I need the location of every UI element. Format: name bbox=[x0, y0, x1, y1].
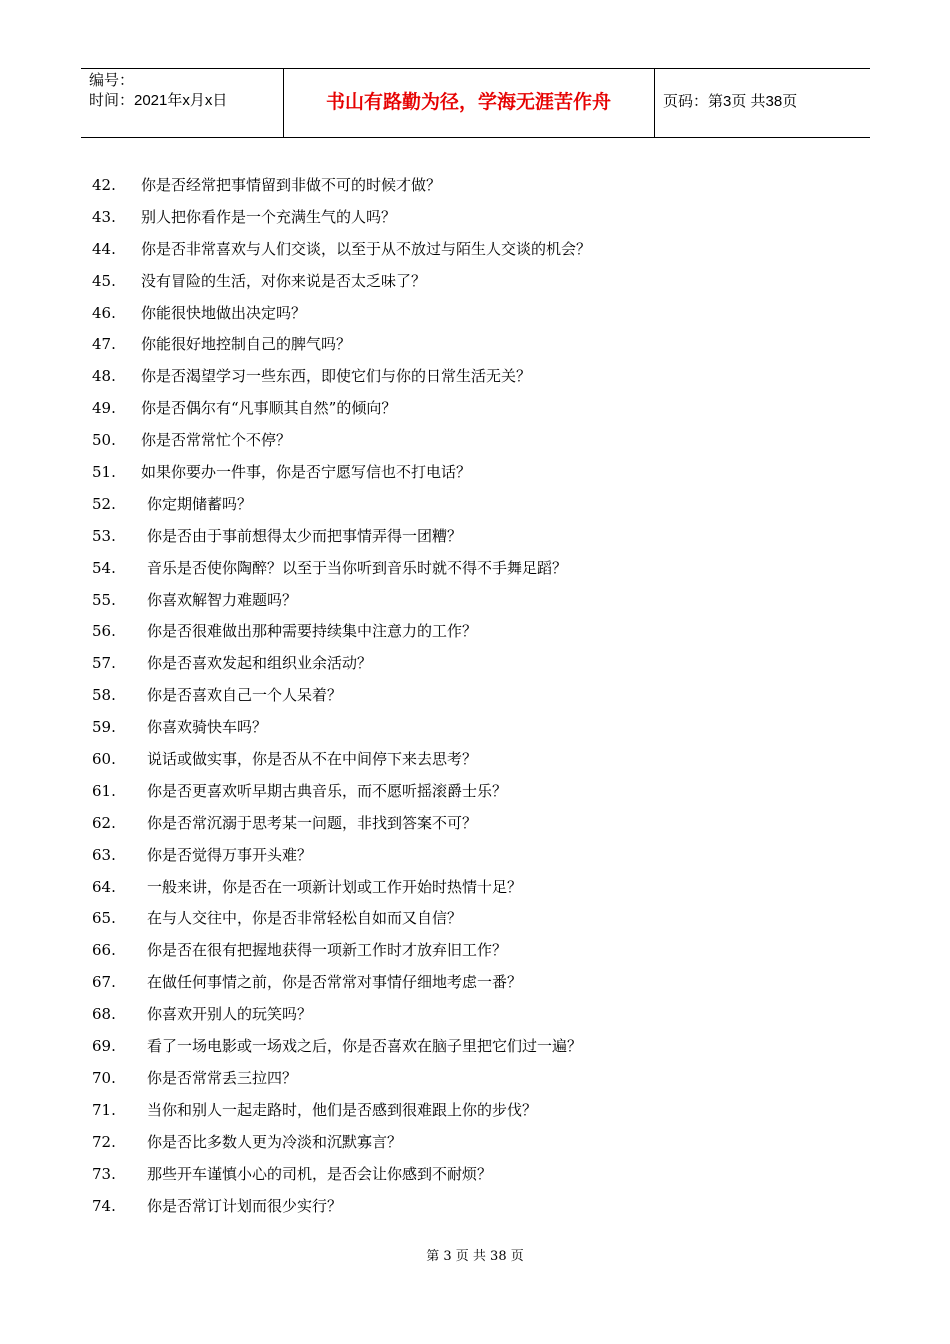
question-item bbox=[92, 585, 872, 617]
question-item bbox=[92, 1095, 872, 1127]
question-text: 你喜欢骑快车吗？ bbox=[147, 718, 268, 737]
question-item bbox=[92, 1191, 872, 1223]
question-number: 69. bbox=[92, 1037, 116, 1056]
question-text: 在与人交往中，你是否非常轻松自如而又自信？ bbox=[147, 909, 463, 928]
question-number: 62. bbox=[92, 813, 116, 832]
question-item bbox=[92, 425, 872, 457]
question-item bbox=[92, 840, 872, 872]
question-item bbox=[92, 234, 872, 266]
question-number: 51. bbox=[92, 463, 116, 482]
question-text: 一般来讲，你是否在一项新计划或工作开始时热情十足？ bbox=[147, 877, 523, 896]
question-number: 65. bbox=[92, 909, 116, 928]
question-number: 66. bbox=[92, 941, 116, 960]
question-item bbox=[92, 712, 872, 744]
question-text: 你是否非常喜欢与人们交谈，以至于从不放过与陌生人交谈的机会？ bbox=[141, 239, 592, 258]
question-number: 55. bbox=[92, 590, 116, 609]
question-text: 你是否渴望学习一些东西，即使它们与你的日常生活无关？ bbox=[141, 367, 532, 386]
question-text: 当你和别人一起走路时，他们是否感到很难跟上你的步伐？ bbox=[147, 1100, 538, 1119]
question-number: 53. bbox=[92, 526, 116, 545]
question-text: 你能很快地做出决定吗？ bbox=[141, 303, 307, 322]
question-number: 61. bbox=[92, 781, 116, 800]
question-number: 44. bbox=[92, 239, 116, 258]
serial-number-label: 编号： bbox=[89, 72, 135, 89]
page-header bbox=[81, 68, 870, 138]
question-text: 你是否常订计划而很少实行？ bbox=[147, 1196, 343, 1215]
question-item bbox=[92, 648, 872, 680]
question-item bbox=[92, 266, 872, 298]
question-list bbox=[92, 170, 872, 1222]
question-number: 63. bbox=[92, 845, 116, 864]
question-item bbox=[92, 1031, 872, 1063]
question-text: 你是否由于事前想得太少而把事情弄得一团糟？ bbox=[147, 526, 463, 545]
question-item bbox=[92, 616, 872, 648]
question-text: 没有冒险的生活，对你来说是否太乏味了？ bbox=[141, 271, 427, 290]
question-number: 46. bbox=[92, 303, 116, 322]
question-text: 说话或做实事，你是否从不在中间停下来去思考？ bbox=[147, 750, 478, 769]
question-item bbox=[92, 393, 872, 425]
header-meta bbox=[89, 71, 227, 111]
question-number: 72. bbox=[92, 1132, 116, 1151]
question-text: 看了一场电影或一场戏之后，你是否喜欢在脑子里把它们过一遍？ bbox=[147, 1037, 583, 1056]
question-text: 那些开车谨慎小心的司机，是否会让你感到不耐烦？ bbox=[147, 1164, 493, 1183]
question-text: 你是否很难做出那种需要持续集中注意力的工作？ bbox=[147, 622, 478, 641]
question-item bbox=[92, 744, 872, 776]
question-number: 57. bbox=[92, 654, 116, 673]
question-number: 48. bbox=[92, 367, 116, 386]
question-item bbox=[92, 872, 872, 904]
question-item bbox=[92, 1063, 872, 1095]
question-number: 73. bbox=[92, 1164, 116, 1183]
question-item bbox=[92, 808, 872, 840]
question-number: 68. bbox=[92, 1005, 116, 1024]
question-number: 64. bbox=[92, 877, 116, 896]
question-text: 你是否在很有把握地获得一项新工作时才放弃旧工作？ bbox=[147, 941, 508, 960]
question-text: 你能很好地控制自己的脾气吗？ bbox=[141, 335, 352, 354]
question-item bbox=[92, 776, 872, 808]
question-text: 你是否比多数人更为冷淡和沉默寡言？ bbox=[147, 1132, 403, 1151]
question-number: 45. bbox=[92, 271, 116, 290]
question-item bbox=[92, 935, 872, 967]
question-item bbox=[92, 553, 872, 585]
question-item bbox=[92, 329, 872, 361]
date-line: 时间：2021年x月x日 bbox=[89, 92, 228, 109]
page-footer: 第 3 页 共 38 页 bbox=[426, 1249, 524, 1264]
question-number: 52. bbox=[92, 494, 116, 513]
question-item bbox=[92, 999, 872, 1031]
question-text: 你是否更喜欢听早期古典音乐，而不愿听摇滚爵士乐？ bbox=[147, 781, 508, 800]
header-page-info: 页码：第3页 共38页 bbox=[663, 93, 798, 110]
question-number: 71. bbox=[92, 1100, 116, 1119]
question-text: 你是否喜欢发起和组织业余活动？ bbox=[147, 654, 373, 673]
question-item bbox=[92, 489, 872, 521]
question-text: 在做任何事情之前，你是否常常对事情仔细地考虑一番？ bbox=[147, 973, 523, 992]
header-divider-right bbox=[654, 69, 655, 137]
question-text: 你定期储蓄吗？ bbox=[147, 494, 253, 513]
question-text: 你是否经常把事情留到非做不可的时候才做？ bbox=[141, 176, 442, 194]
question-item bbox=[92, 202, 872, 234]
question-text: 你喜欢开别人的玩笑吗？ bbox=[147, 1005, 313, 1024]
header-motto: 书山有路勤为径，学海无涯苦作舟 bbox=[325, 92, 611, 113]
question-number: 50. bbox=[92, 431, 116, 450]
question-text: 你是否偶尔有“凡事顺其自然”的倾向？ bbox=[141, 399, 397, 418]
question-number: 74. bbox=[92, 1196, 116, 1215]
question-text: 别人把你看作是一个充满生气的人吗？ bbox=[141, 207, 397, 226]
question-item bbox=[92, 903, 872, 935]
question-number: 43. bbox=[92, 207, 116, 226]
question-text: 音乐是否使你陶醉？以至于当你听到音乐时就不得不手舞足蹈？ bbox=[147, 558, 568, 577]
question-number: 47. bbox=[92, 335, 116, 354]
question-number: 70. bbox=[92, 1068, 116, 1087]
question-number: 67. bbox=[92, 973, 116, 992]
question-number: 60. bbox=[92, 750, 116, 769]
question-item bbox=[92, 680, 872, 712]
question-item bbox=[92, 457, 872, 489]
question-text: 你是否常常丢三拉四？ bbox=[147, 1068, 298, 1087]
question-text: 你是否觉得万事开头难？ bbox=[147, 845, 313, 864]
question-number: 59. bbox=[92, 718, 116, 737]
question-item bbox=[92, 1159, 872, 1191]
question-item bbox=[92, 967, 872, 999]
question-item bbox=[92, 1127, 872, 1159]
question-text: 如果你要办一件事，你是否宁愿写信也不打电话？ bbox=[141, 463, 472, 482]
question-text: 你是否常常忙个不停？ bbox=[141, 431, 292, 450]
question-item bbox=[92, 298, 872, 330]
question-text: 你喜欢解智力难题吗？ bbox=[147, 590, 298, 609]
question-text: 你是否常沉溺于思考某一问题，非找到答案不可？ bbox=[147, 813, 478, 832]
question-text: 你是否喜欢自己一个人呆着？ bbox=[147, 686, 343, 705]
question-item bbox=[92, 170, 872, 202]
question-number: 42. bbox=[92, 176, 116, 194]
question-number: 54. bbox=[92, 558, 116, 577]
question-number: 58. bbox=[92, 686, 116, 705]
question-item bbox=[92, 521, 872, 553]
question-number: 49. bbox=[92, 399, 116, 418]
question-number: 56. bbox=[92, 622, 116, 641]
question-item bbox=[92, 361, 872, 393]
